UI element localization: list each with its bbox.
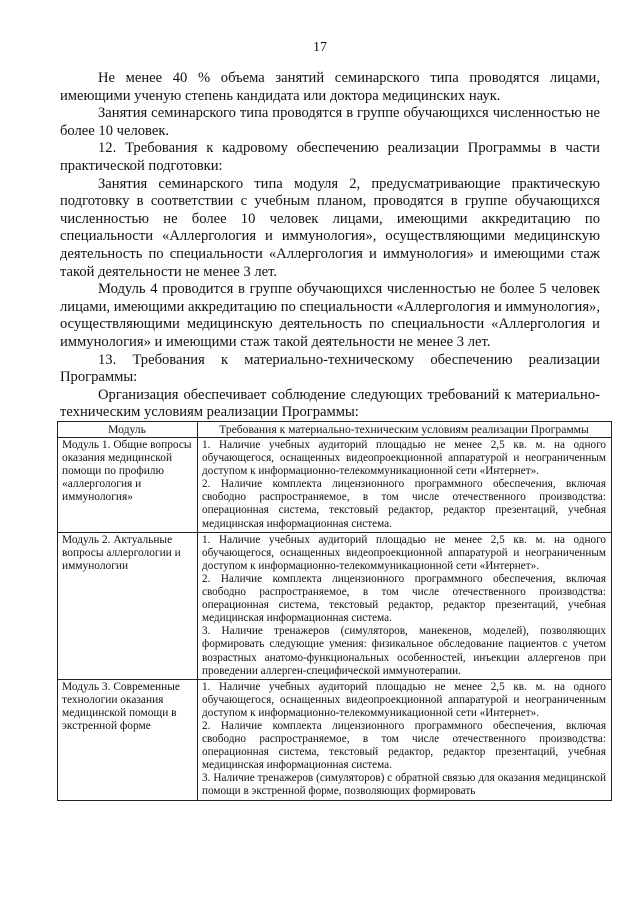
paragraph: Модуль 4 проводится в группе обучающихся численностью не более 5 человек лицами, имеющими аккредитацию по специальности «Аллергология и иммунология», осуществляющими медицинскую деятельность по специальности «Аллергология и иммунология» и имеющими стаж такой деятельности не менее 3 лет. <box>60 281 600 350</box>
requirements-table <box>57 421 612 801</box>
header-module: Модуль <box>58 422 198 438</box>
module-cell: Модуль 1. Общие вопросы оказания медицинской помощи по профилю «аллергология и иммунология» <box>58 438 198 533</box>
paragraph: Занятия семинарского типа проводятся в группе обучающихся численностью не более 10 человек. <box>60 105 600 139</box>
paragraph: Организация обеспечивает соблюдение следующих требований к материально-техническим условиям реализации Программы: <box>60 386 600 421</box>
requirement-item: 3. Наличие тренажеров (симуляторов) с обратной связью для оказания медицинской помощи в экстренной форме, позволяющих формировать <box>202 772 606 798</box>
requirements-cell <box>198 679 612 800</box>
paragraph: Не менее 40 % объема занятий семинарского типа проводятся лицами, имеющими ученую степень кандидата или доктора медицинских наук. <box>60 70 600 104</box>
paragraph: 13. Требования к материально-техническому обеспечению реализации Программы: <box>60 351 600 386</box>
table-row <box>58 679 612 800</box>
table-header-row <box>58 422 612 438</box>
requirement-item: 1. Наличие учебных аудиторий площадью не менее 2,5 кв. м. на одного обучающегося, оснащенных видеопроекционной аппаратурой и неограниченным доступом к информационно-телекоммуникационной сети «Интернет». <box>202 680 606 719</box>
requirements-cell <box>198 438 612 533</box>
requirement-item: 3. Наличие тренажеров (симуляторов, манекенов, моделей), позволяющих формировать следующие умения: физикальное обследование пациентов с учетом возрастных анатомо-функциональных особенностей, инъекции аллергенов при проведении аллерген-специфической иммунотерапии. <box>202 625 606 677</box>
paragraph: 12. Требования к кадровому обеспечению реализации Программы в части практической подготовки: <box>60 140 600 174</box>
table-row <box>58 438 612 533</box>
page-number: 17 <box>313 40 327 55</box>
requirement-item: 1. Наличие учебных аудиторий площадью не менее 2,5 кв. м. на одного обучающегося, оснащенных видеопроекционной аппаратурой и неограниченным доступом к информационно-телекоммуникационной сети «Интернет». <box>202 533 606 572</box>
header-requirements: Требования к материально-техническим условиям реализации Программы <box>198 422 612 438</box>
table-row <box>58 532 612 679</box>
requirements-cell <box>198 532 612 679</box>
module-cell: Модуль 3. Современные технологии оказания медицинской помощи в экстренной форме <box>58 679 198 800</box>
requirement-item: 2. Наличие комплекта лицензионного программного обеспечения, включая свободно распространяемое, в том числе отечественного производства: операционная система, текстовый редактор, редактор презентаций, учебная медицинская информационная система. <box>202 478 606 530</box>
paragraph: Занятия семинарского типа модуля 2, предусматривающие практическую подготовку в соответствии с учебным планом, проводятся в группе обучающихся численностью не более 10 человек лицами, имеющими аккредитацию по специальности «Аллергология и иммунология», осуществляющими медицинскую деятельность по специальности «Аллергология и иммунология» и имеющими стаж такой деятельности не менее 3 лет. <box>60 175 600 280</box>
requirement-item: 2. Наличие комплекта лицензионного программного обеспечения, включая свободно распространяемое, в том числе отечественного производства: операционная система, текстовый редактор, редактор презентаций, учебная медицинская информационная система. <box>202 719 606 772</box>
module-cell: Модуль 2. Актуальные вопросы аллергологии и иммунологии <box>58 532 198 679</box>
requirement-item: 1. Наличие учебных аудиторий площадью не менее 2,5 кв. м. на одного обучающегося, оснащенных видеопроекционной аппаратурой и неограниченным доступом к информационно-телекоммуникационной сети «Интернет». <box>202 439 606 478</box>
requirement-item: 2. Наличие комплекта лицензионного программного обеспечения, включая свободно распространяемое, в том числе отечественного производства: операционная система, текстовый редактор, редактор презентаций, учебная медицинская информационная система. <box>202 572 606 625</box>
body-text <box>60 70 600 422</box>
